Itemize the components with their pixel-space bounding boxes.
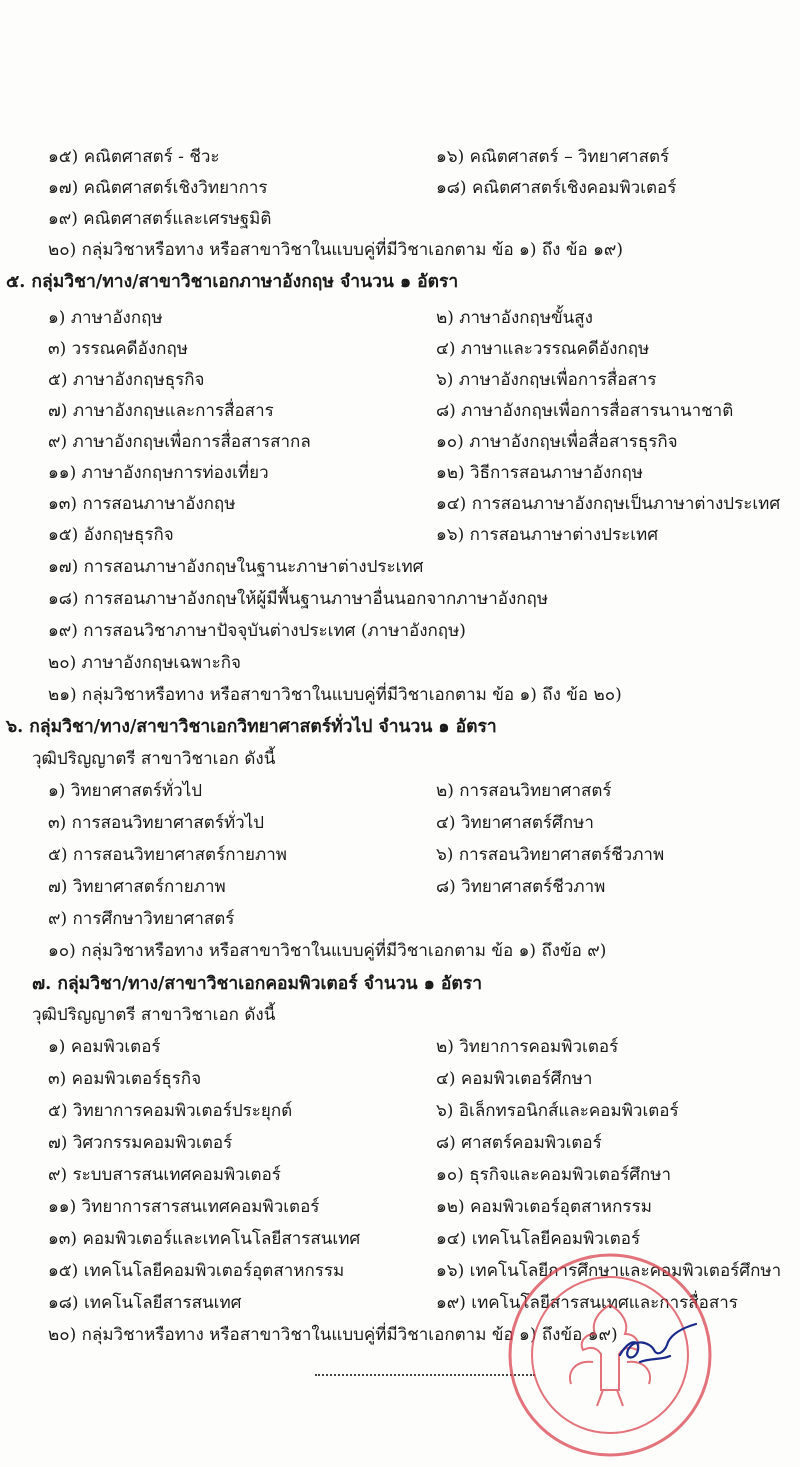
list-item: ๙) การศึกษาวิทยาศาสตร์ [48,909,235,929]
list-item: ๗) วิทยาศาสตร์กายภาพ [48,877,226,897]
section-heading: ๗. กลุ่มวิชา/ทาง/สาขาวิชาเอกคอมพิวเตอร์ จำนวน ๑ อัตรา [32,974,483,994]
list-item: ๒๐) กลุ่มวิชาหรือทาง หรือสาขาวิชาในแบบคู่ที่มีวิชาเอกตาม ข้อ ๑) ถึง ข้อ ๑๙) [48,240,623,260]
list-item: ๓) การสอนวิทยาศาสตร์ทั่วไป [48,813,265,833]
list-item: ๘) ภาษาอังกฤษเพื่อการสื่อสารนานาชาติ [436,401,734,421]
list-item: ๔) ภาษาและวรรณคดีอังกฤษ [436,339,650,359]
list-item: ๑๙) เทคโนโลยีสารสนเทศและการสื่อสาร [436,1293,738,1313]
list-item: ๒) วิทยาการคอมพิวเตอร์ [436,1037,619,1057]
list-item: ๑๙) การสอนวิชาภาษาปัจจุบันต่างประเทศ (ภาษาอังกฤษ) [48,621,466,641]
list-item: ๑๓) คอมพิวเตอร์และเทคโนโลยีสารสนเทศ [48,1229,361,1249]
list-item: ๔) วิทยาศาสตร์ศึกษา [436,813,594,833]
list-item: ๓) คอมพิวเตอร์ธุรกิจ [48,1069,202,1089]
list-item: ๗) วิศวกรรมคอมพิวเตอร์ [48,1133,233,1153]
list-item: ๑๖) เทคโนโลยีการศึกษาและคอมพิวเตอร์ศึกษา [436,1261,782,1281]
list-item: ๑๗) การสอนภาษาอังกฤษในฐานะภาษาต่างประเทศ [48,557,424,577]
list-item: ๑๒) คอมพิวเตอร์อุตสาหกรรม [436,1197,652,1217]
list-item: ๖) ภาษาอังกฤษเพื่อการสื่อสาร [436,370,657,390]
list-item: ๑๐) ภาษาอังกฤษเพื่อสื่อสารธุรกิจ [436,432,678,452]
list-item: ๑๖) คณิตศาสตร์ – วิทยาศาสตร์ [436,147,670,167]
signature-line [315,1374,535,1376]
list-item: ๑๖) การสอนภาษาต่างประเทศ [436,525,659,545]
list-item: ๑๐) ธุรกิจและคอมพิวเตอร์ศึกษา [436,1165,672,1185]
list-item: ๒๐) กลุ่มวิชาหรือทาง หรือสาขาวิชาในแบบคู่ที่มีวิชาเอกตาม ข้อ ๑) ถึงข้อ ๑๙) [48,1325,618,1345]
list-item: ๑๘) คณิตศาสตร์เชิงคอมพิวเตอร์ [436,178,677,198]
list-item: ๕) การสอนวิทยาศาสตร์กายภาพ [48,845,287,865]
list-item: ๑๘) เทคโนโลยีสารสนเทศ [48,1293,242,1313]
list-item: ๑๕) อังกฤษธุรกิจ [48,525,174,545]
list-item: ๕) ภาษาอังกฤษธุรกิจ [48,370,205,390]
list-item: ๒๑) กลุ่มวิชาหรือทาง หรือสาขาวิชาในแบบคู่ที่มีวิชาเอกตาม ข้อ ๑) ถึง ข้อ ๒๐) [48,685,622,705]
list-item: ๑๔) การสอนภาษาอังกฤษเป็นภาษาต่างประเทศ [436,494,781,514]
list-item: ๑) วิทยาศาสตร์ทั่วไป [48,781,203,801]
list-item: ๑) ภาษาอังกฤษ [48,308,163,328]
list-item: ๔) คอมพิวเตอร์ศึกษา [436,1069,593,1089]
degree-note: วุฒิปริญญาตรี สาขาวิชาเอก ดังนี้ [32,749,276,769]
degree-note: วุฒิปริญญาตรี สาขาวิชาเอก ดังนี้ [32,1005,276,1025]
list-item: ๑๒) วิธีการสอนภาษาอังกฤษ [436,463,643,483]
signature-mark [610,1320,700,1370]
list-item: ๑๕) คณิตศาสตร์ - ชีวะ [48,147,220,167]
list-item: ๒) ภาษาอังกฤษขั้นสูง [436,308,593,328]
section-heading: ๖. กลุ่มวิชา/ทาง/สาขาวิชาเอกวิทยาศาสตร์ทั่วไป จำนวน ๑ อัตรา [6,717,497,737]
list-item: ๕) วิทยาการคอมพิวเตอร์ประยุกต์ [48,1101,293,1121]
list-item: ๒๐) ภาษาอังกฤษเฉพาะกิจ [48,653,241,673]
list-item: ๑๘) การสอนภาษาอังกฤษให้ผู้มีพื้นฐานภาษาอื่นนอกจากภาษาอังกฤษ [48,589,549,609]
list-item: ๑๓) การสอนภาษาอังกฤษ [48,494,236,514]
list-item: ๗) ภาษาอังกฤษและการสื่อสาร [48,401,274,421]
section-heading: ๕. กลุ่มวิชา/ทาง/สาขาวิชาเอกภาษาอังกฤษ จำนวน ๑ อัตรา [6,272,459,292]
list-item: ๑๑) วิทยาการสารสนเทศคอมพิวเตอร์ [48,1197,320,1217]
list-item: ๑๐) กลุ่มวิชาหรือทาง หรือสาขาวิชาในแบบคู่ที่มีวิชาเอกตาม ข้อ ๑) ถึงข้อ ๙) [48,941,607,961]
list-item: ๒) การสอนวิทยาศาสตร์ [436,781,612,801]
list-item: ๓) วรรณคดีอังกฤษ [48,339,188,359]
list-item: ๑๕) เทคโนโลยีคอมพิวเตอร์อุตสาหกรรม [48,1261,345,1281]
list-item: ๑๑) ภาษาอังกฤษการท่องเที่ยว [48,463,269,483]
list-item: ๑๗) คณิตศาสตร์เชิงวิทยาการ [48,178,268,198]
list-item: ๙) ภาษาอังกฤษเพื่อการสื่อสารสากล [48,432,311,452]
list-item: ๘) วิทยาศาสตร์ชีวภาพ [436,877,606,897]
list-item: ๙) ระบบสารสนเทศคอมพิวเตอร์ [48,1165,281,1185]
list-item: ๑๙) คณิตศาสตร์และเศรษฐมิติ [48,209,272,229]
list-item: ๑๔) เทคโนโลยีคอมพิวเตอร์ [436,1229,641,1249]
list-item: ๘) ศาสตร์คอมพิวเตอร์ [436,1133,602,1153]
list-item: ๖) อิเล็กทรอนิกส์และคอมพิวเตอร์ [436,1101,679,1121]
list-item: ๑) คอมพิวเตอร์ [48,1037,161,1057]
list-item: ๖) การสอนวิทยาศาสตร์ชีวภาพ [436,845,665,865]
